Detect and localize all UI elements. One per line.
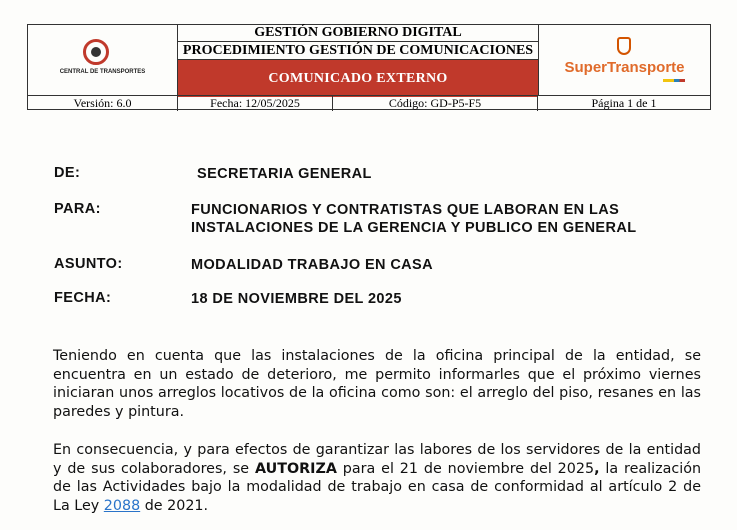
para-label: PARA:: [54, 201, 101, 217]
body-paragraph-2: [53, 441, 701, 516]
version-cell: Versión: 6.0: [28, 96, 178, 111]
ley-2088-link[interactable]: 2088: [103, 498, 141, 515]
flag-stripe: [663, 79, 685, 82]
central-logo-icon: [83, 39, 109, 65]
header-line3: COMUNICADO EXTERNO: [178, 60, 538, 97]
header-title-block: [178, 25, 538, 95]
supertransporte-logo: [538, 25, 710, 95]
date-cell: Fecha: 12/05/2025: [178, 96, 333, 111]
document-header: [27, 24, 711, 110]
p2-text-d: de 2021.: [140, 498, 209, 515]
fecha-label: FECHA:: [54, 290, 112, 306]
asunto-label: ASUNTO:: [54, 256, 123, 272]
header-line2: PROCEDIMIENTO GESTIÓN DE COMUNICACIONES: [178, 42, 538, 60]
header-meta-row: [28, 95, 710, 111]
de-value: SECRETARIA GENERAL: [197, 166, 372, 182]
p2-comma: ,: [594, 460, 600, 477]
p2-text-a: En consecuencia, y para efectos de garantizar las labores de los servidores de la entidad y de sus colaboradores, se: [53, 442, 701, 477]
para-value-line2: INSTALACIONES DE LA GERENCIA Y PUBLICO EN GENERAL: [191, 220, 637, 236]
para-value: [191, 201, 637, 237]
header-line1: GESTIÓN GOBIERNO DIGITAL: [178, 25, 538, 42]
p2-text-b: para el 21 de noviembre del 2025: [336, 460, 595, 477]
fecha-value: 18 DE NOVIEMBRE DEL 2025: [191, 291, 402, 307]
supertransporte-brand: SuperTransporte: [564, 59, 685, 76]
central-logo-text: CENTRAL DE TRANSPORTES: [59, 69, 146, 75]
asunto-value: MODALIDAD TRABAJO EN CASA: [191, 257, 433, 273]
code-cell: Código: GD-P5-F5: [333, 96, 538, 111]
de-label: DE:: [54, 165, 81, 181]
autoriza-emphasis: AUTORIZA: [254, 460, 337, 477]
crest-icon: [617, 37, 631, 55]
central-transportes-logo: [28, 25, 178, 95]
body-paragraph-1: Teniendo en cuenta que las instalaciones de la oficina principal de la entidad, se encuentra en un estado de deterioro, me permito informarles que el próximo viernes iniciaran unos arreglos locativos de la oficina como son: el arreglo del piso, resanes en las paredes y pintura.: [53, 348, 701, 421]
p2-text-c: la realización de las Actividades bajo la modalidad de trabajo en casa de conformidad al artículo 2 de La Ley: [53, 460, 702, 515]
para-value-line1: FUNCIONARIOS Y CONTRATISTAS QUE LABORAN EN LAS: [191, 202, 620, 218]
page-cell: Página 1 de 1: [591, 96, 657, 110]
